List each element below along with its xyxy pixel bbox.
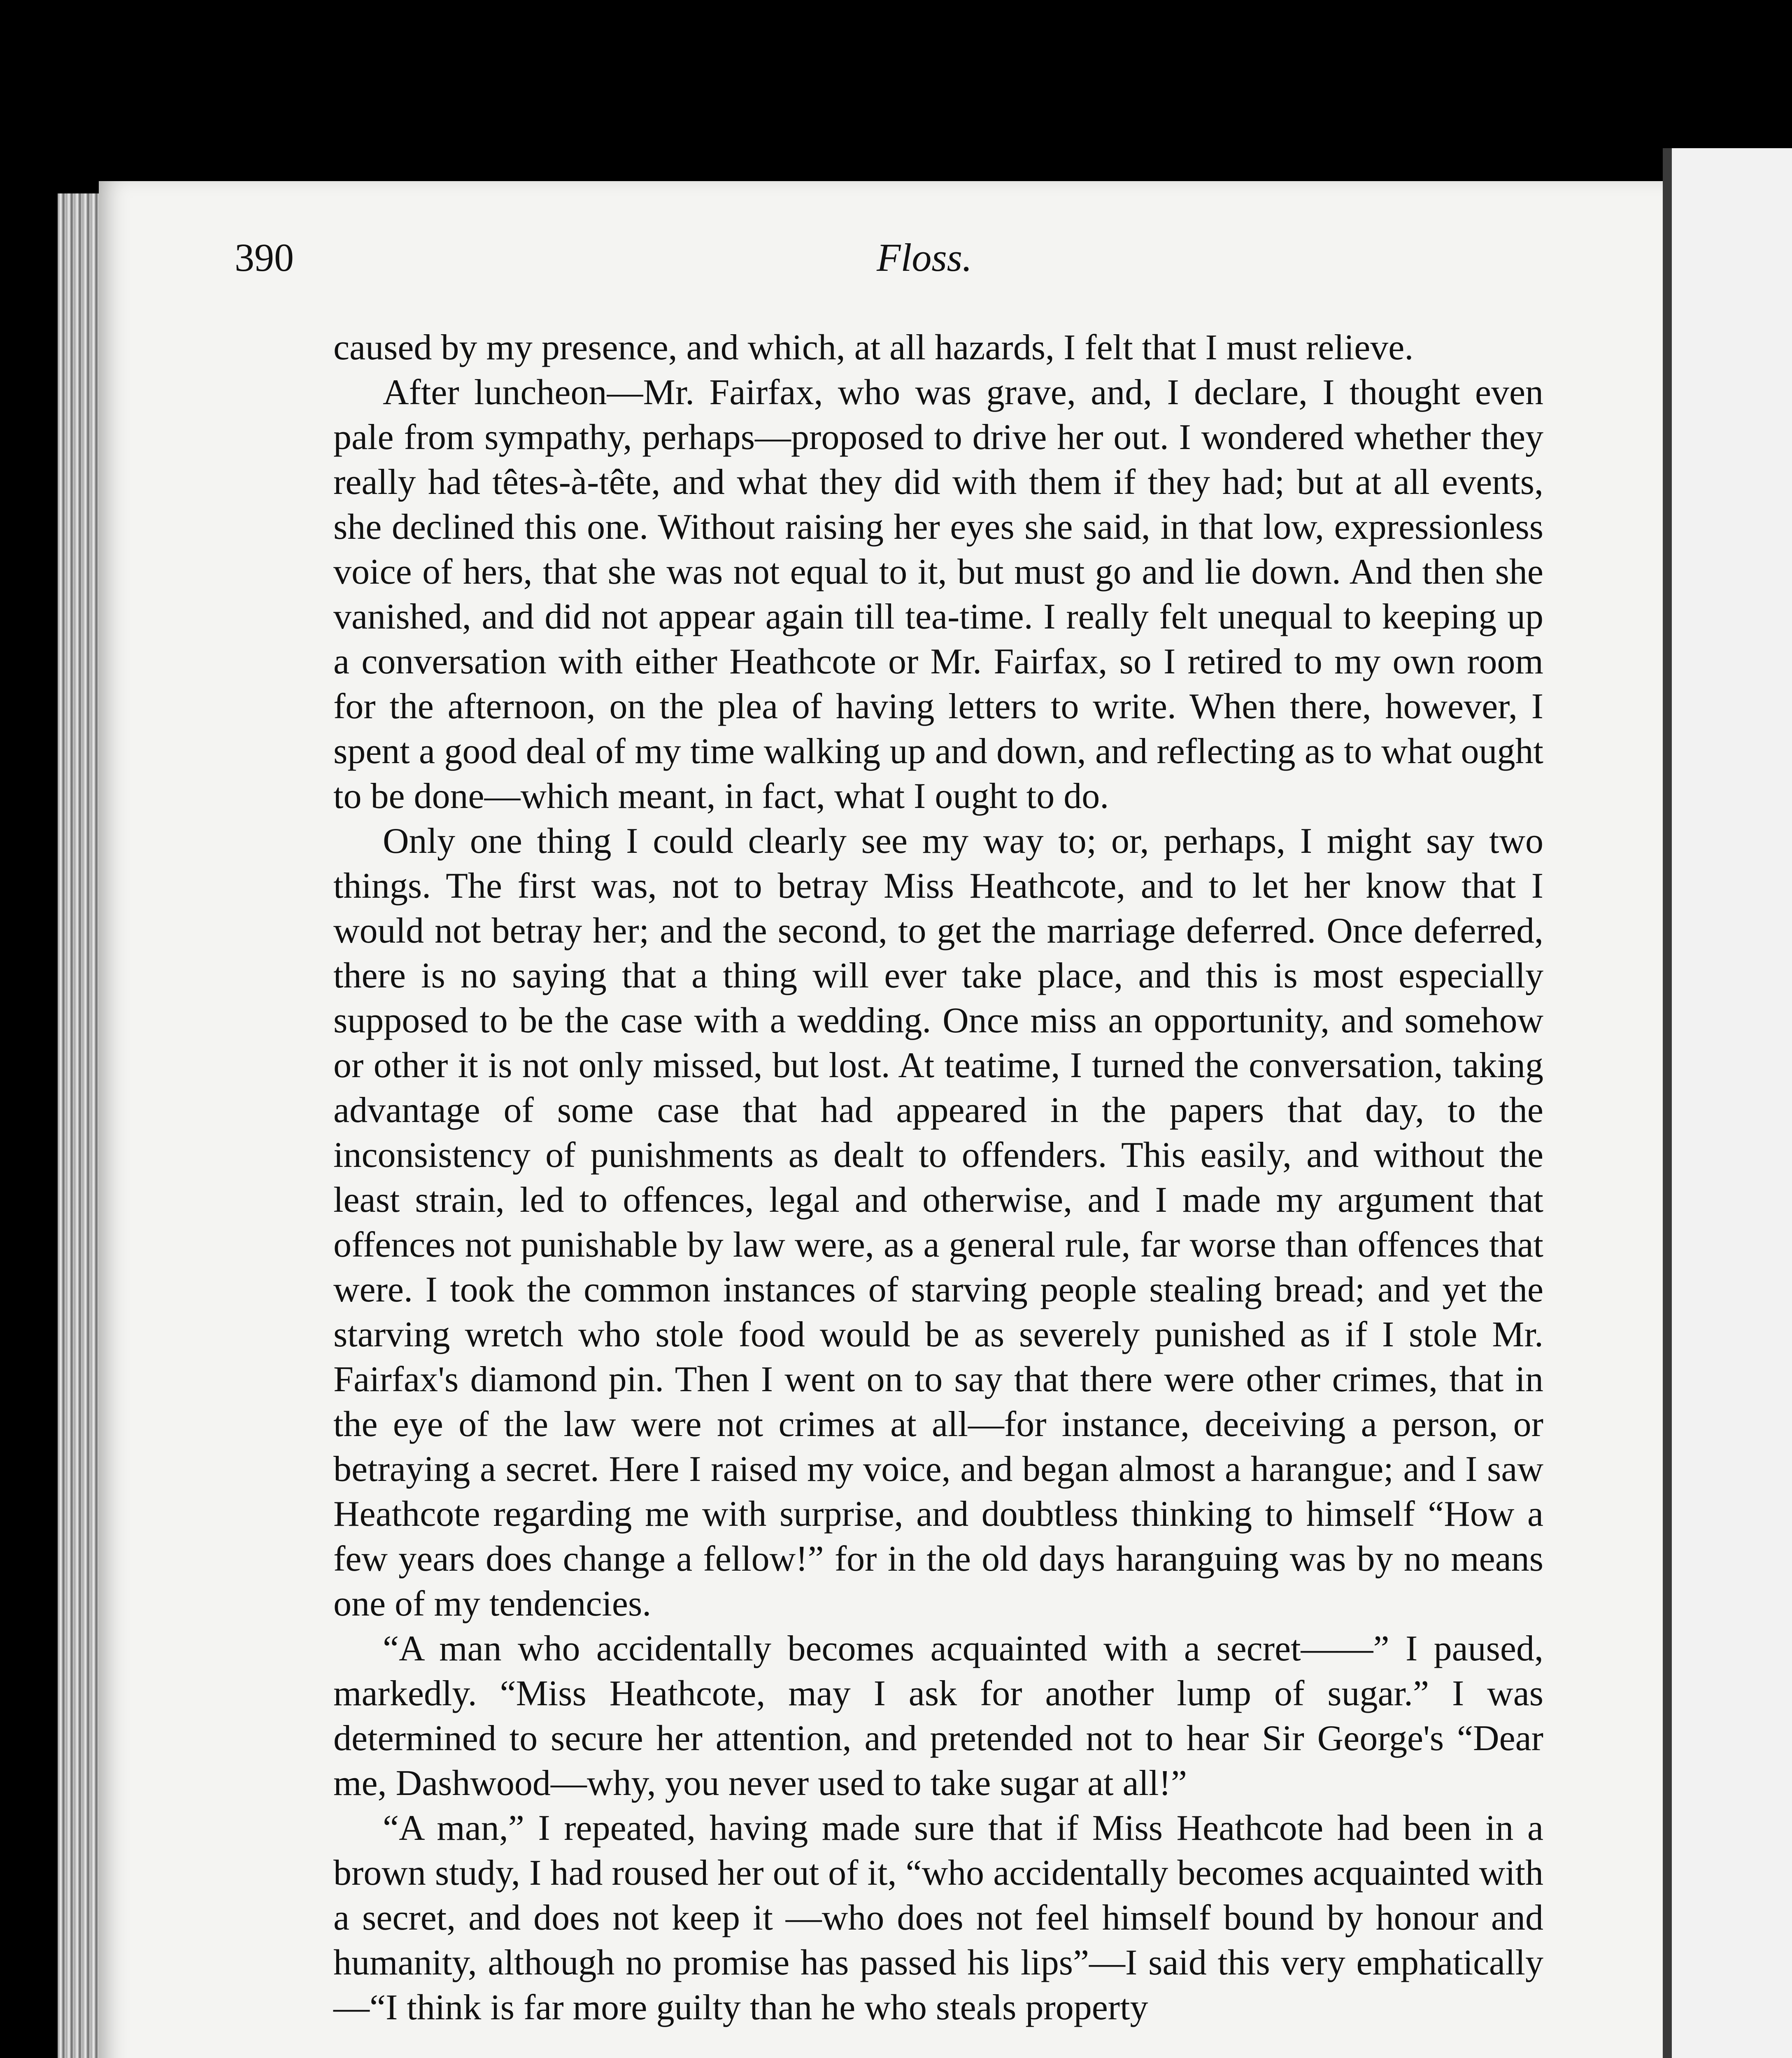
page-number: 390	[235, 235, 294, 279]
paragraph-3: Only one thing I could clearly see my way to; or, perhaps, I might say two things. The first was, not to betray Miss Heathcote, and to let her know that I would not betray her; and the second, to get the marriage deferred. Once deferred, there is no saying that a thing will ever take place, and this is most especially supposed to be the case with a wedding. Once miss an opportunity, and somehow or other it is not only missed, but lost. At teatime, I turned the conversation, taking advantage of some case that had appeared in the papers that day, to the inconsistency of punishments as dealt to offenders. This easily, and without the least strain, led to offences, legal and otherwise, and I made my argument that offences not punishable by law were, as a general rule, far worse than offences that were. I took the common instances of starving people stealing bread; and yet the starving wretch who stole food would be as severely punished as if I stole Mr. Fairfax's diamond pin. Then I went on to say that there were other crimes, that in the eye of the law were not crimes at all—for instance, deceiving a person, or betraying a secret. Here I raised my voice, and began almost a harangue; and I saw Heathcote regarding me with surprise, and doubtless thinking to himself “How a few years does change a fellow!” for in the old days haranguing was by no means one of my tendencies.	[333, 821, 1543, 1624]
adjacent-page-edge	[1663, 148, 1792, 2058]
body-text	[333, 325, 1543, 2030]
book-gutter	[58, 193, 103, 2058]
chapter-title: Floss.	[877, 235, 973, 279]
running-head	[235, 235, 1552, 292]
paragraph-1: caused by my presence, and which, at all hazards, I felt that I must relieve.	[333, 328, 1414, 368]
paragraph-5: “A man,” I repeated, having made sure that if Miss Heathcote had been in a brown study, I had roused her out of it, “who accidentally becomes acquainted with a secret, and does not keep it —who does not feel himself bound by honour and humanity, although no promise has passed his lips”—I said this very emphatically—“I think is far more guilty than he who steals property	[333, 1808, 1543, 2028]
paragraph-2: After luncheon—Mr. Fairfax, who was grave, and, I declare, I thought even pale from sympathy, perhaps—proposed to drive her out. I wondered whether they really had têtes-à-tête, and what they did with them if they had; but at all events, she declined this one. Without raising her eyes she said, in that low, expressionless voice of hers, that she was not equal to it, but must go and lie down. And then she vanished, and did not appear again till tea-time. I really felt unequal to keeping up a conversation with either Heathcote or Mr. Fairfax, so I retired to my own room for the afternoon, on the plea of having letters to write. When there, however, I spent a good deal of my time walking up and down, and reflecting as to what ought to be done—which meant, in fact, what I ought to do.	[333, 372, 1543, 816]
paragraph-4: “A man who accidentally becomes acquainted with a secret——” I paused, markedly. “Miss Heathcote, may I ask for another lump of sugar.” I was determined to secure her attention, and pretended not to hear Sir George's “Dear me, Dashwood—why, you never used to take sugar at all!”	[333, 1629, 1543, 1803]
